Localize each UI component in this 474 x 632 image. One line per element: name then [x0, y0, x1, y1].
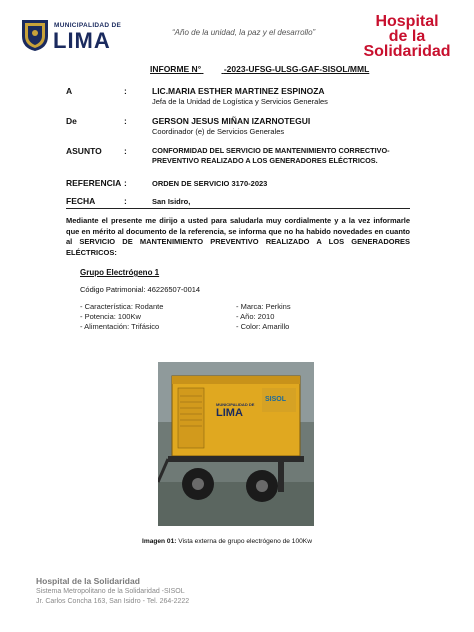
field-de-name: GERSON JESUS MIÑAN IZARNOTEGUI	[152, 116, 311, 126]
generator-logo-big: LIMA	[216, 407, 243, 419]
generator-illustration	[158, 362, 314, 526]
muni-small-text: MUNICIPALIDAD DE	[54, 22, 122, 29]
hospital-logo-line-1: Hospital	[375, 13, 439, 30]
field-de-label: De	[66, 116, 77, 126]
generator-photo	[158, 362, 314, 526]
field-fecha-label: FECHA	[66, 196, 96, 206]
field-a-name: LIC.MARIA ESTHER MARTINEZ ESPINOZA	[152, 86, 325, 96]
hospital-logo-line-3: Solidaridad	[363, 43, 451, 60]
body-paragraph: Mediante el presente me dirijo a usted para saludarla muy cordialmente y a la vez informarle que en mérito al documento de la referencia, se informa que no ha habido novedades en cuanto al SERVICIO DE MANTENIMIENTO PREVENTIVO REALIZADO A LOS GENERADORES ELÉCTRICOS:	[66, 216, 410, 257]
caption-text: Vista externa de grupo electrógeno de 100Kw	[176, 538, 312, 545]
grupo-title: Grupo Electrógeno 1	[80, 268, 160, 277]
footer-title: Hospital de la Solidaridad	[36, 576, 140, 586]
generator-sisol-brand: SISOL	[265, 396, 287, 403]
field-asunto-text: CONFORMIDAD DEL SERVICIO DE MANTENIMIENTO CORRECTIVO- PREVENTIVO REALIZADO A LOS GENERADORES ELÉCTRICOS.	[152, 146, 390, 165]
generator-logo-small: MUNICIPALIDAD DE	[216, 402, 255, 407]
spec-right-3: - Color: Amarillo	[236, 322, 290, 331]
year-motto: “Año de la unidad, la paz y el desarrollo”	[172, 28, 316, 37]
informe-number: -2023-UFSG-ULSG-GAF-SISOL/MML	[223, 64, 370, 74]
field-asunto-label: ASUNTO	[66, 146, 102, 156]
field-fecha-colon: :	[124, 196, 127, 206]
footer-line-1: Sistema Metropolitano de la Solidaridad -SISOL	[36, 588, 185, 595]
field-fecha-text: San Isidro,	[152, 197, 191, 206]
hospital-solidaridad-logo	[352, 14, 462, 59]
field-de-role: Coordinador (e) de Servicios Generales	[152, 127, 285, 136]
field-referencia-text: ORDEN DE SERVICIO 3170-2023	[152, 179, 268, 188]
spec-left-1: - Característica: Rodante	[80, 302, 164, 311]
field-a-colon: :	[124, 86, 127, 96]
spec-right-2: - Año: 2010	[236, 312, 275, 321]
informe-title	[150, 64, 369, 74]
codigo-patrimonial: Código Patrimonial: 46226507-0014	[80, 285, 201, 294]
hospital-logo-line-2: de la	[388, 28, 426, 45]
lima-shield-icon	[20, 18, 50, 52]
header-divider	[66, 208, 410, 209]
informe-label: INFORME N°	[150, 64, 202, 74]
spec-right-1: - Marca: Perkins	[236, 302, 291, 311]
field-de-colon: :	[124, 116, 127, 126]
muni-big-text: LIMA	[53, 28, 111, 53]
field-referencia-label: REFERENCIA	[66, 178, 122, 188]
field-a-label: A	[66, 86, 73, 96]
footer-line-2: Jr. Carlos Concha 163, San Isidro - Tel. 264-2222	[36, 598, 190, 605]
image-caption	[142, 538, 312, 545]
spec-left-3: - Alimentación: Trifásico	[80, 322, 160, 331]
field-asunto-colon: :	[124, 146, 127, 156]
field-referencia-colon: :	[124, 178, 127, 188]
spec-left-2: - Potencia: 100Kw	[80, 312, 141, 321]
field-a-role: Jefa de la Unidad de Logística y Servicios Generales	[152, 97, 328, 106]
caption-label: Imagen 01:	[142, 538, 177, 545]
municipalidad-lima-logo	[20, 18, 132, 54]
